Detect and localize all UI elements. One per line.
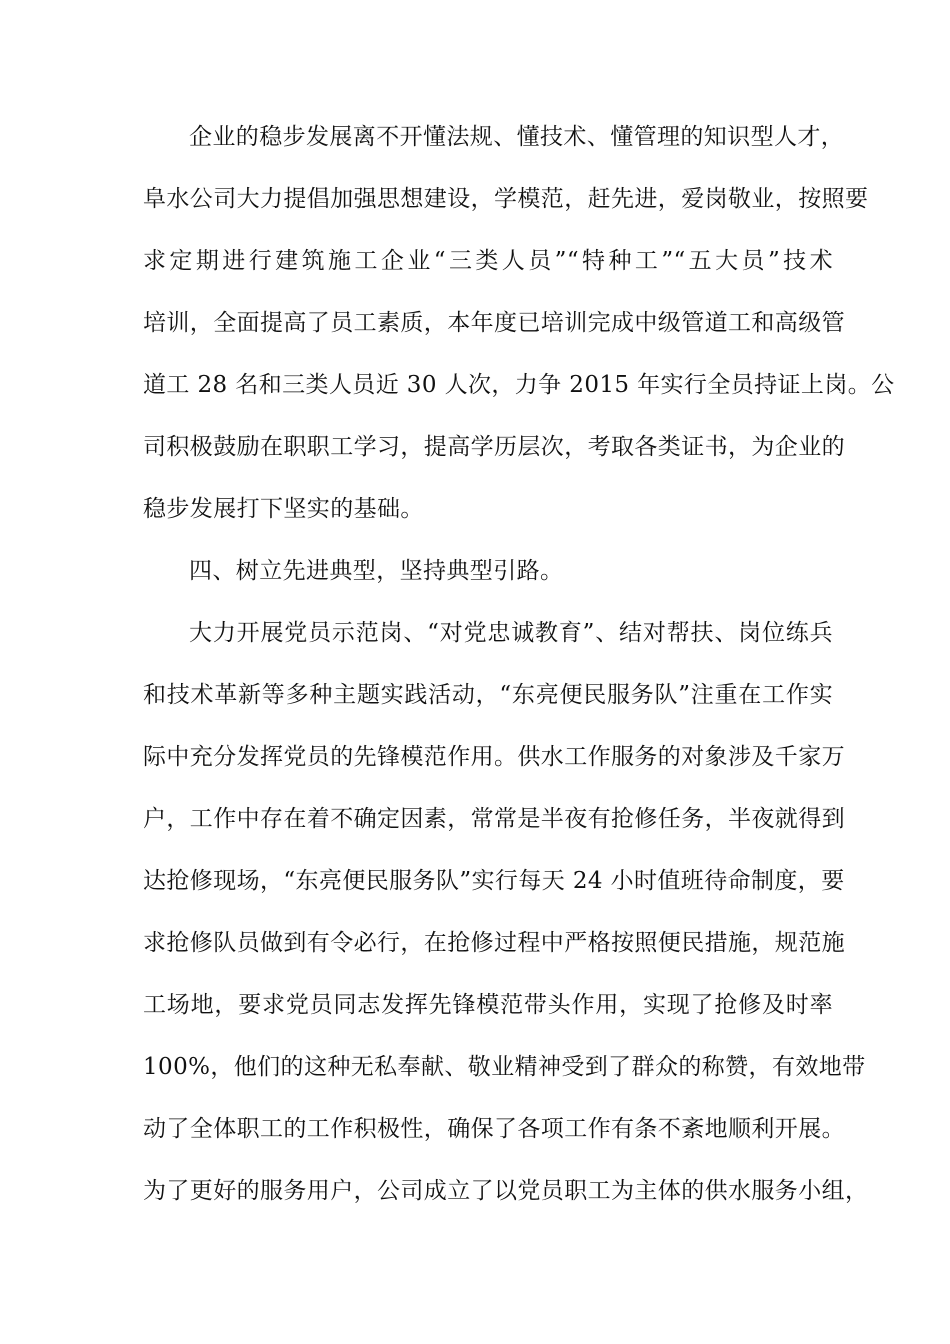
- paragraph-1-line-3: 求定期进行建筑施工企业“三类人员”“特种工”“五大员”技术: [143, 248, 833, 274]
- paragraph-2-line-4: 户，工作中存在着不确定因素，常常是半夜有抢修任务，半夜就得到: [143, 806, 845, 832]
- paragraph-2-line-3: 际中充分发挥党员的先锋模范作用。供水工作服务的对象涉及千家万: [143, 744, 845, 770]
- paragraph-2-line-7: 工场地，要求党员同志发挥先锋模范带头作用，实现了抢修及时率: [143, 992, 833, 1018]
- paragraph-2-line-6: 求抢修队员做到有令必行，在抢修过程中严格按照便民措施，规范施: [143, 930, 845, 956]
- section-heading: 四、树立先进典型，坚持典型引路。: [189, 558, 564, 584]
- paragraph-1-line-1: 企业的稳步发展离不开懂法规、懂技术、懂管理的知识型人才，: [189, 124, 845, 150]
- paragraph-2-line-1: 大力开展党员示范岗、“对党忠诚教育”、结对帮扶、岗位练兵: [189, 620, 833, 646]
- paragraph-1-line-2: 阜水公司大力提倡加强思想建设，学模范，赶先进，爱岗敬业，按照要: [143, 186, 869, 212]
- paragraph-2-line-8: 100%，他们的这种无私奉献、敬业精神受到了群众的称赞，有效地带: [143, 1054, 866, 1080]
- paragraph-2-line-5: 达抢修现场，“东亮便民服务队”实行每天 24 小时值班待命制度，要: [143, 868, 845, 894]
- paragraph-1-line-4: 培训，全面提高了员工素质，本年度已培训完成中级管道工和高级管: [143, 310, 845, 336]
- paragraph-1-line-7: 稳步发展打下坚实的基础。: [143, 496, 424, 522]
- paragraph-1-line-6: 司积极鼓励在职职工学习，提高学历层次，考取各类证书，为企业的: [143, 434, 845, 460]
- paragraph-2-line-9: 动了全体职工的工作积极性，确保了各项工作有条不紊地顺利开展。: [143, 1116, 845, 1142]
- paragraph-1-line-5: 道工 28 名和三类人员近 30 人次，力争 2015 年实行全员持证上岗。公: [143, 372, 895, 398]
- paragraph-2-line-10: 为了更好的服务用户，公司成立了以党员职工为主体的供水服务小组，: [143, 1178, 869, 1204]
- paragraph-2-line-2: 和技术革新等多种主题实践活动，“东亮便民服务队”注重在工作实: [143, 682, 833, 708]
